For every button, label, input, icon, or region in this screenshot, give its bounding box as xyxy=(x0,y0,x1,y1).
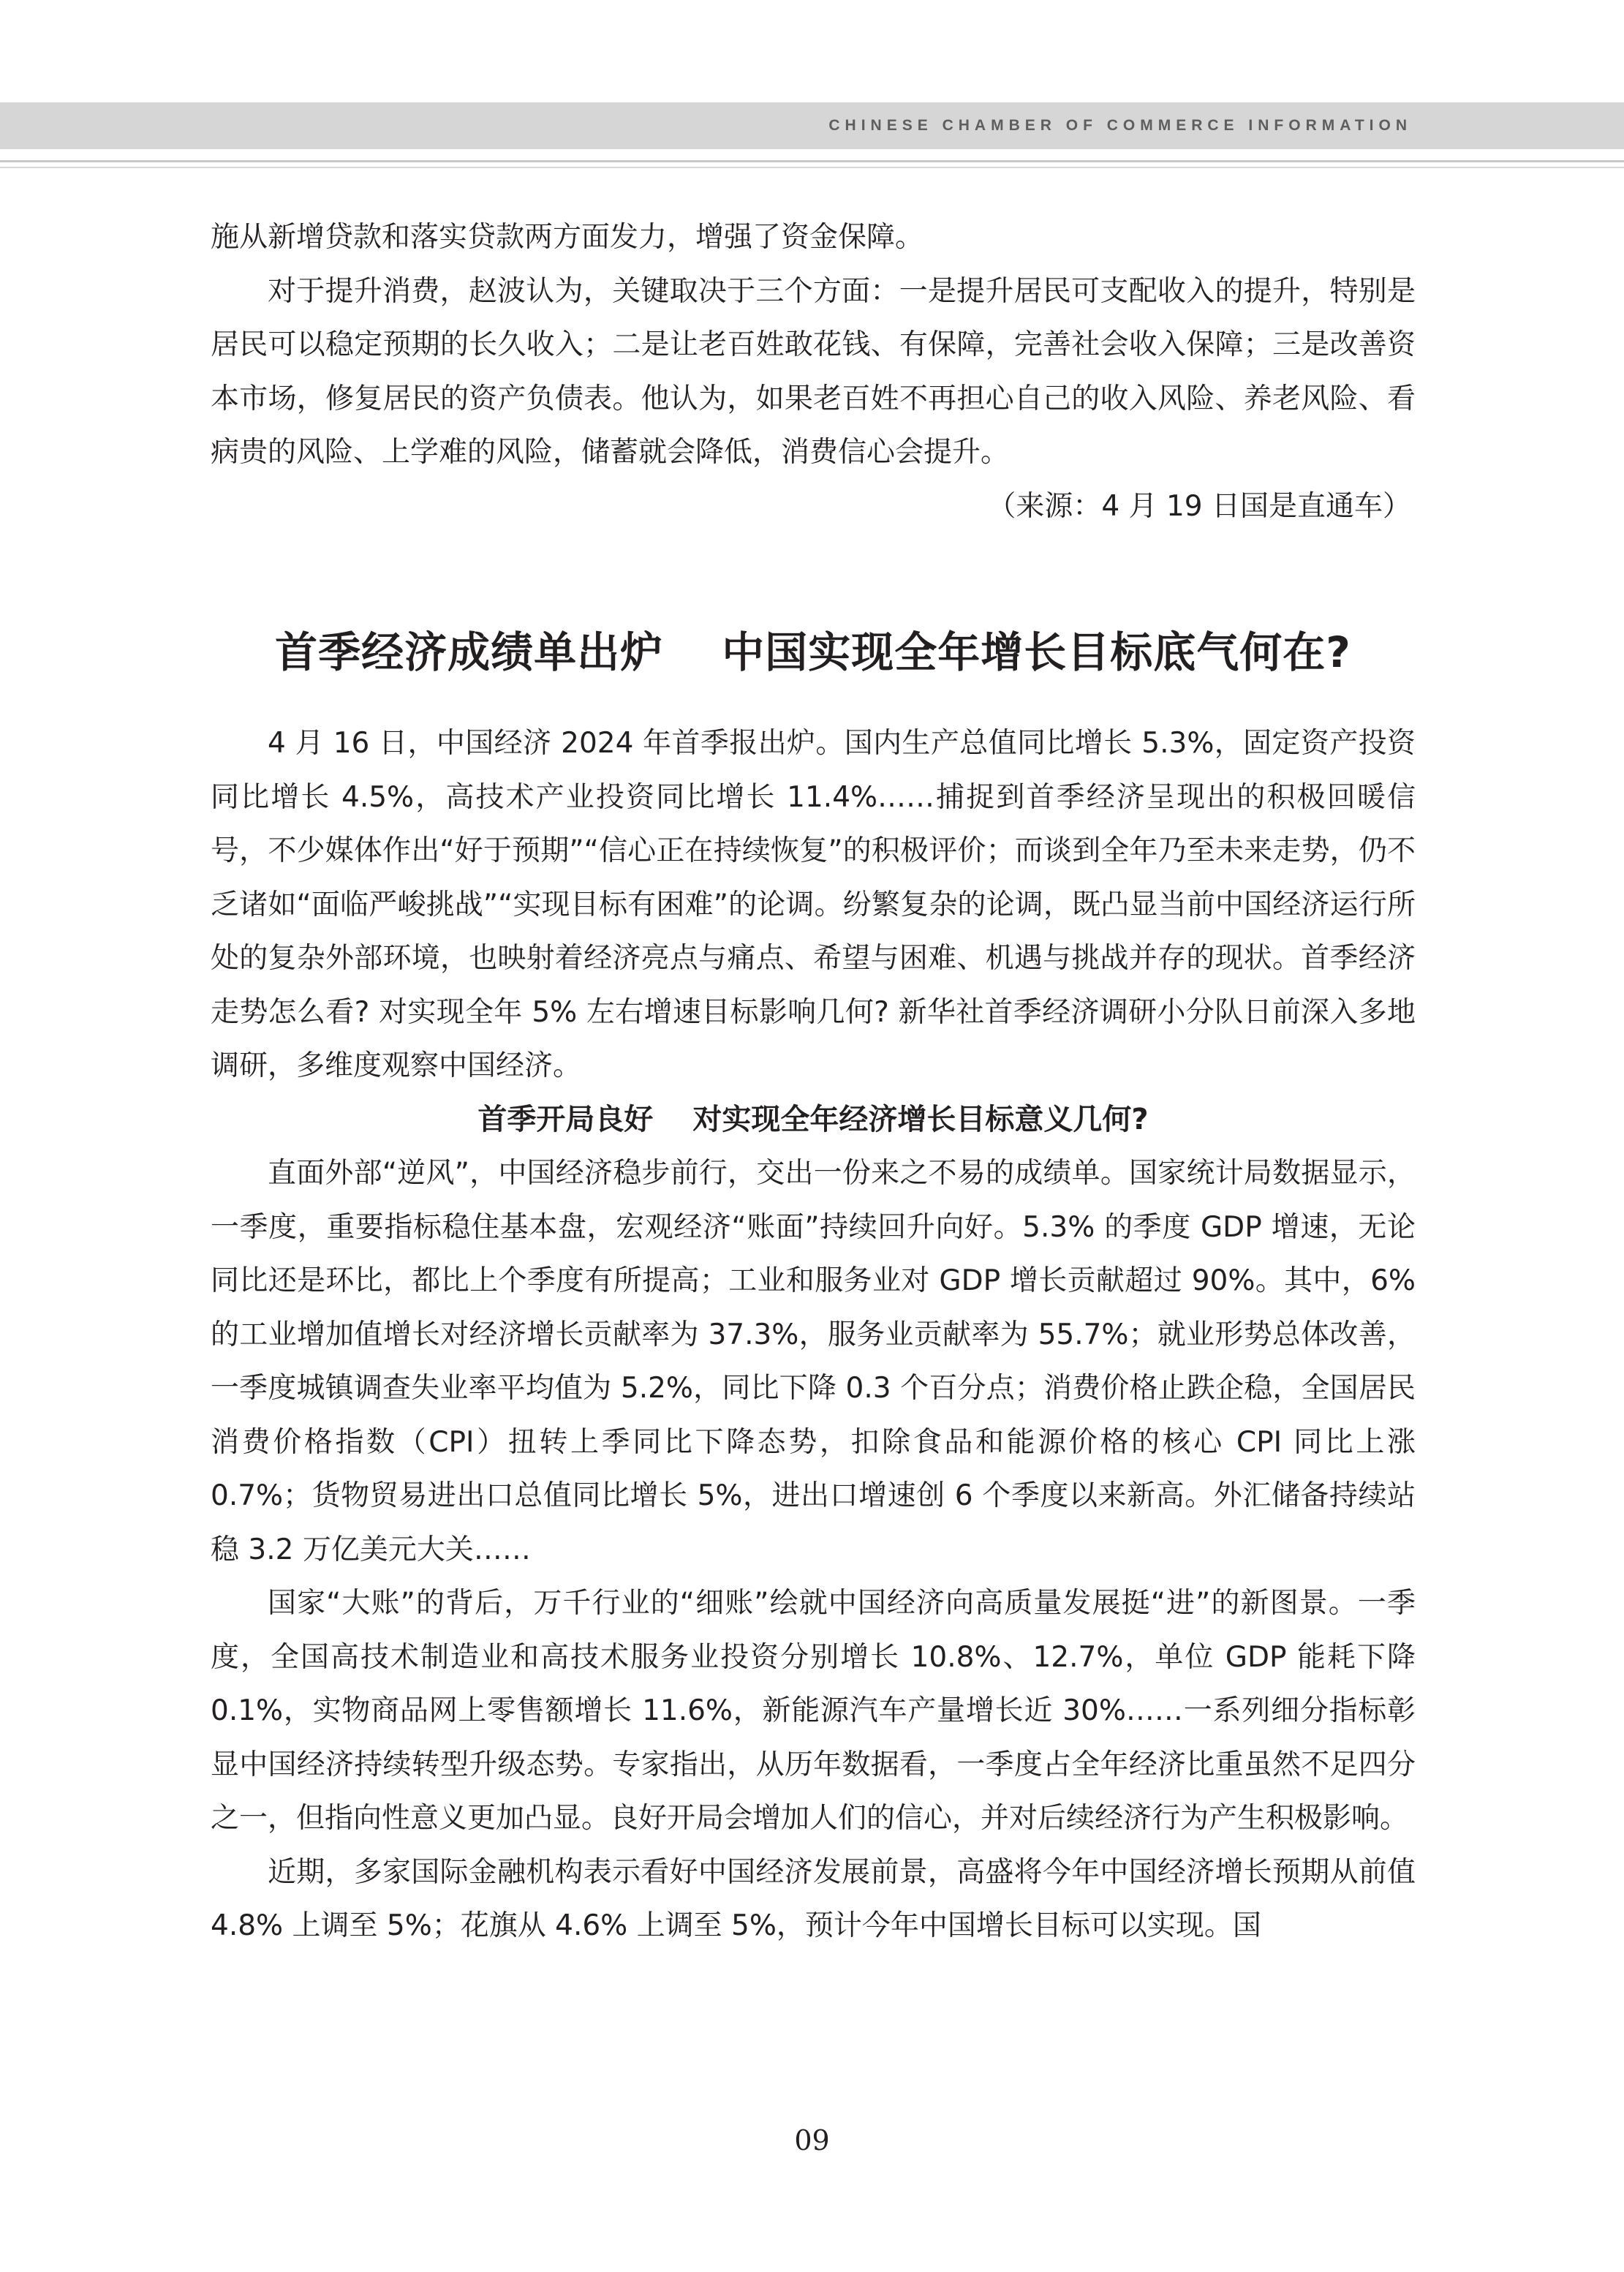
source-citation: （来源：4 月 19 日国是直通车） xyxy=(987,489,1411,523)
article-headline: 首季经济成绩单出炉 中国实现全年增长目标底气何在? xyxy=(275,627,1351,677)
section-previous-article xyxy=(211,211,1416,533)
page-number: 09 xyxy=(794,2124,830,2156)
body-paragraph: 直面外部“逆风”，中国经济稳步前行，交出一份来之不易的成绩单。国家统计局数据显示，一季度，重要指标稳住基本盘，宏观经济“账面”持续回升向好。5.3% 的季度 GDP 增速，无论同比还是环比，都比上个季度有所提高；工业和服务业对 GDP 增长贡献超过 90%。其中，6% 的工业增加值增长对经济增长贡献率为 37.3%，服务业贡献率为 55.7%；就业形势总体改善，一季度城镇调查失业率平均值为 5.2%，同比下降 0.3 个百分点；消费价格止跌企稳，全国居民消费价格指数（CPI）扭转上季同比下降态势，扣除食品和能源价格的核心 CPI 同比上涨 0.7%；货物贸易进出口总值同比增长 5%，进出口增速创 6 个季度以来新高。外汇储备持续站稳 3.2 万亿美元大关…… xyxy=(211,1157,1416,1566)
paragraph: 对于提升消费，赵波认为，关键取决于三个方面：一是提升居民可支配收入的提升，特别是居民可以稳定预期的长久收入；二是让老百姓敢花钱、有保障，完善社会收入保障；三是改善资本市场，修复居民的资产负债表。他认为，如果老百姓不再担心自己的收入风险、养老风险、看病贵的风险、上学难的风险，储蓄就会降低，消费信心会提升。 xyxy=(211,274,1416,469)
body-paragraph: 近期，多家国际金融机构表示看好中国经济发展前景，高盛将今年中国经济增长预期从前值 4.8% 上调至 5%；花旗从 4.6% 上调至 5%，预计今年中国增长目标可以实现。国 xyxy=(211,1855,1416,1942)
paragraph: 施从新增贷款和落实贷款两方面发力，增强了资金保障。 xyxy=(211,221,924,254)
header-divider xyxy=(0,160,1624,162)
article-subheading: 首季开局良好 对实现全年经济增长目标意义几何? xyxy=(477,1102,1149,1136)
header-title: CHINESE CHAMBER OF COMMERCE INFORMATION xyxy=(828,117,1412,134)
header-divider-thin xyxy=(0,167,1624,168)
intro-paragraph: 4 月 16 日，中国经济 2024 年首季报出炉。国内生产总值同比增长 5.3%，固定资产投资同比增长 4.5%，高技术产业投资同比增长 11.4%……捕捉到首季经济呈现出的积极回暖信号，不少媒体作出“好于预期”“信心正在持续恢复”的积极评价；而谈到全年乃至未来走势，仍不乏诸如“面临严峻挑战”“实现目标有困难”的论调。纷繁复杂的论调，既凸显当前中国经济运行所处的复杂外部环境，也映射着经济亮点与痛点、希望与困难、机遇与挑战并存的现状。首季经济走势怎么看? 对实现全年 5% 左右增速目标影响几何? 新华社首季经济调研小分队日前深入多地调研，多维度观察中国经济。 xyxy=(211,727,1416,1082)
body-paragraph: 国家“大账”的背后，万千行业的“细账”绘就中国经济向高质量发展挺“进”的新图景。一季度，全国高技术制造业和高技术服务业投资分别增长 10.8%、12.7%，单位 GDP 能耗下降 0.1%，实物商品网上零售额增长 11.6%，新能源汽车产量增长近 30%……一系列细分指标彰显中国经济持续转型升级态势。专家指出，从历年数据看，一季度占全年经济比重虽然不足四分之一，但指向性意义更加凸显。良好开局会增加人们的信心，并对后续经济行为产生积极影响。 xyxy=(211,1587,1416,1835)
article-body xyxy=(211,717,1416,1953)
